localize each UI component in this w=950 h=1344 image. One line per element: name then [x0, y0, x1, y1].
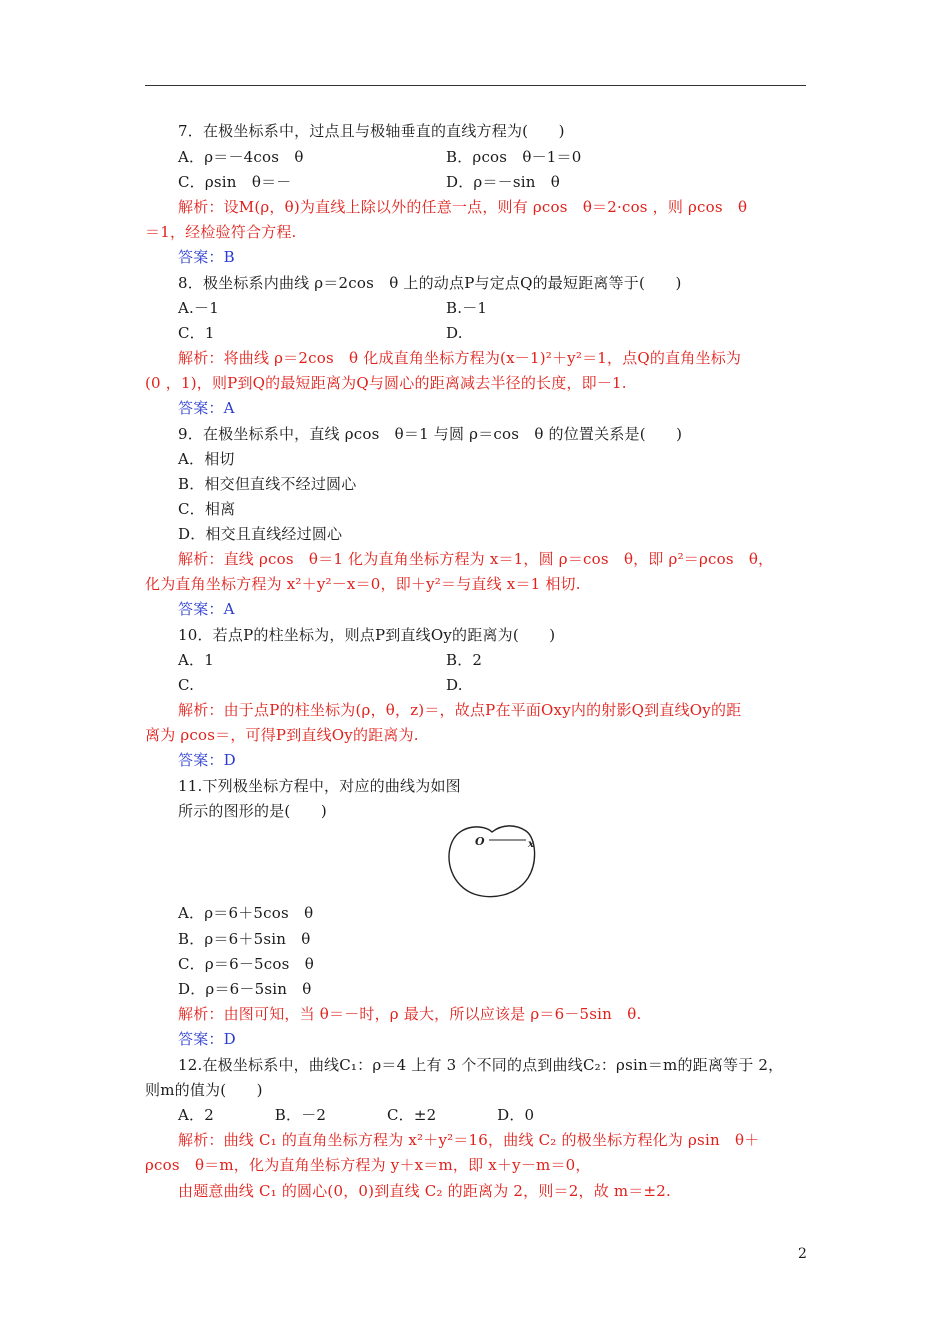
q9-option-c: C．相离 [178, 500, 236, 518]
q9-analysis-cont: 化为直角坐标方程为 x²＋y²－x＝0，即＋y²＝与直线 x＝1 相切. [145, 575, 581, 593]
q11-option-d: D．ρ＝6－5sin θ [178, 980, 312, 998]
q11-stem-cont: 所示的图形的是( ) [178, 802, 327, 820]
q12-options: A．2 B．－2 C．±2 D．0 [178, 1106, 535, 1124]
q10-option-a: A．1 [178, 651, 214, 669]
q12-analysis-conclusion: 由题意曲线 C₁ 的圆心(0，0)到直线 C₂ 的距离为 2，则＝2，故 m＝±2. [178, 1182, 671, 1200]
q8-analysis: 解析：将曲线 ρ＝2cos θ 化成直角坐标方程为(x－1)²＋y²＝1，点Q的直角坐标为 [178, 349, 742, 367]
q7-option-a: A．ρ＝－4cos θ [178, 148, 304, 166]
q10-option-d: D. [446, 676, 463, 694]
q8-stem: 8．极坐标系内曲线 ρ＝2cos θ 上的动点P与定点Q的最短距离等于( ) [178, 274, 682, 292]
q10-option-c: C. [178, 676, 195, 694]
q12-analysis-cont: ρcos θ＝m，化为直角坐标方程为 y＋x＝m，即 x＋y－m＝0， [145, 1156, 591, 1174]
q9-option-b: B．相交但直线不经过圆心 [178, 475, 357, 493]
q11-stem: 11.下列极坐标方程中，对应的曲线为如图 [178, 777, 461, 795]
q10-answer: 答案：D [178, 751, 236, 769]
q9-option-a: A．相切 [178, 450, 235, 468]
axis-label: x [528, 839, 534, 850]
q10-analysis-cont: 离为 ρcos＝，可得P到直线Oy的距离为. [145, 726, 419, 744]
page-number: 2 [798, 1246, 807, 1262]
header-rule [145, 85, 806, 86]
cardioid-curve [449, 826, 535, 897]
q7-analysis-cont: ＝1，经检验符合方程. [145, 223, 297, 241]
q9-analysis: 解析：直线 ρcos θ＝1 化为直角坐标方程为 x＝1，圆 ρ＝cos θ，即 ρ²＝ρcos θ， [178, 550, 774, 568]
q11-option-a: A．ρ＝6＋5cos θ [178, 904, 314, 922]
q10-analysis: 解析：由于点P的柱坐标为(ρ，θ，z)＝，故点P在平面Oxy内的射影Q到直线Oy的距 [178, 701, 742, 719]
q10-option-b: B．2 [446, 651, 483, 669]
q8-analysis-cont: (0 ，1)，则P到Q的最短距离为Q与圆心的距离减去半径的长度，即－1. [145, 374, 627, 392]
q7-analysis: 解析：设M(ρ，θ)为直线上除以外的任意一点，则有 ρcos θ＝2·cos ，则 ρcos θ [178, 198, 748, 216]
q9-stem: 9．在极坐标系中，直线 ρcos θ＝1 与圆 ρ＝cos θ 的位置关系是( ) [178, 425, 683, 443]
origin-label: O [475, 835, 485, 848]
q12-stem: 12.在极坐标系中，曲线C₁：ρ＝4 上有 3 个不同的点到曲线C₂：ρsin＝m的距离等于 2， [178, 1056, 784, 1074]
q8-option-b: B.－1 [446, 299, 488, 317]
q11-answer: 答案：D [178, 1030, 236, 1048]
q7-option-c: C．ρsin θ＝－ [178, 173, 292, 191]
q10-stem: 10．若点P的柱坐标为，则点P到直线Oy的距离为( ) [178, 626, 556, 644]
q8-answer: 答案：A [178, 399, 235, 417]
q11-option-b: B．ρ＝6＋5sin θ [178, 930, 311, 948]
q9-option-d: D．相交且直线经过圆心 [178, 525, 343, 543]
q8-option-d: D. [446, 324, 463, 342]
q7-option-b: B．ρcos θ－1＝0 [446, 148, 582, 166]
q9-answer: 答案：A [178, 600, 235, 618]
q7-option-d: D．ρ＝－sin θ [446, 173, 561, 191]
q11-analysis: 解析：由图可知，当 θ＝－时，ρ 最大，所以应该是 ρ＝6－5sin θ. [178, 1005, 642, 1023]
q7-answer: 答案：B [178, 248, 235, 266]
q12-analysis: 解析：曲线 C₁ 的直角坐标方程为 x²＋y²＝16，曲线 C₂ 的极坐标方程化为 ρsin θ＋ [178, 1131, 760, 1149]
q11-option-c: C．ρ＝6－5cos θ [178, 955, 314, 973]
q12-stem-cont: 则m的值为( ) [145, 1081, 263, 1099]
q8-option-a: A.－1 [178, 299, 219, 317]
q7-stem: 7．在极坐标系中，过点且与极轴垂直的直线方程为( ) [178, 122, 565, 140]
q8-option-c: C．1 [178, 324, 215, 342]
cardioid-figure [440, 818, 550, 900]
